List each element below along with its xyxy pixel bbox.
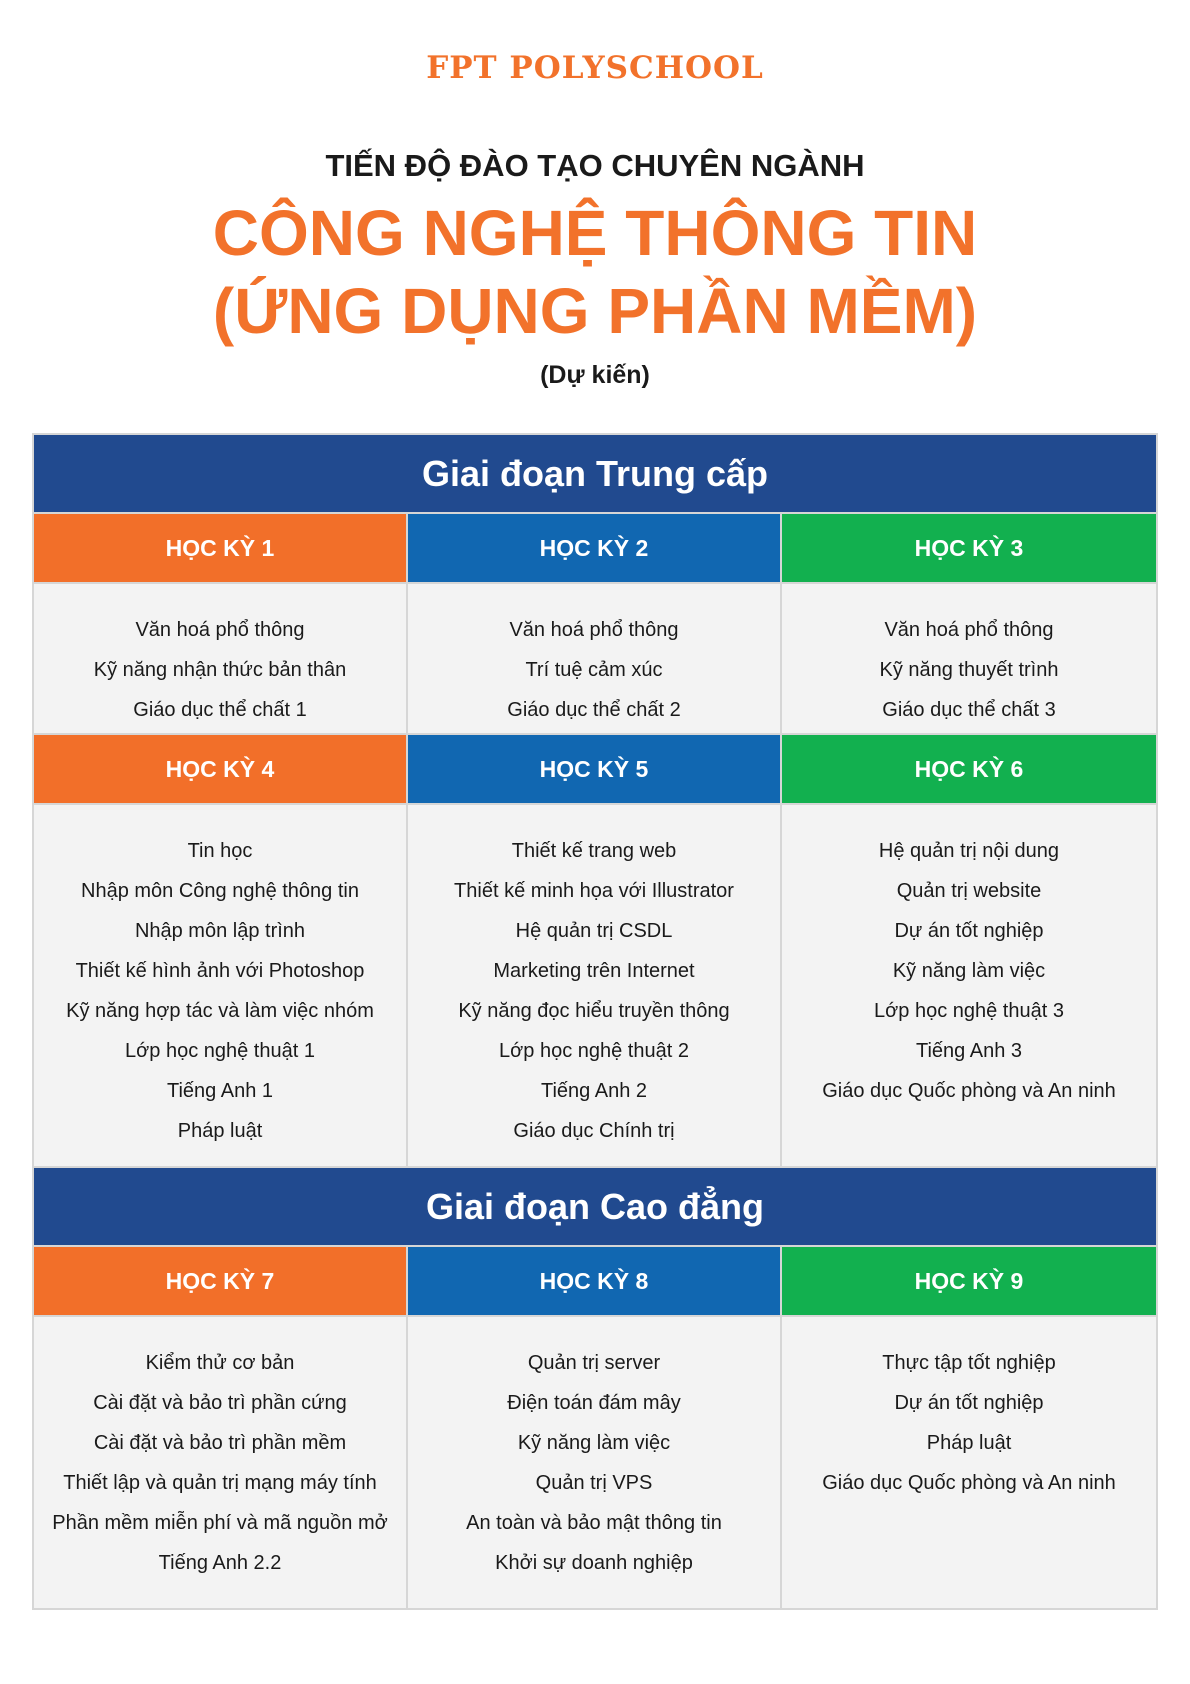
course-item: Quản trị VPS xyxy=(535,1472,653,1494)
course-item: Lớp học nghệ thuật 2 xyxy=(499,1040,689,1062)
course-item: Thực tập tốt nghiệp xyxy=(882,1352,1056,1374)
semester-body-6 xyxy=(782,805,1156,1166)
course-item: Khởi sự doanh nghiệp xyxy=(495,1552,693,1574)
course-item: Tiếng Anh 2 xyxy=(540,1080,647,1102)
course-item: Tiếng Anh 3 xyxy=(915,1040,1022,1062)
course-item: Điện toán đám mây xyxy=(507,1392,681,1414)
course-item: Dự án tốt nghiệp xyxy=(894,1392,1044,1414)
course-item: Marketing trên Internet xyxy=(493,960,695,982)
course-item: Kỹ năng đọc hiểu truyền thông xyxy=(458,1000,730,1022)
course-item: Giáo dục Quốc phòng và An ninh xyxy=(822,1080,1116,1102)
phase-header-cao-dang: Giai đoạn Cao đẳng xyxy=(34,1168,1156,1245)
course-item: Tiếng Anh 2.2 xyxy=(158,1552,282,1574)
course-item: Kiểm thử cơ bản xyxy=(145,1352,295,1374)
semester-header-1: HỌC KỲ 1 xyxy=(34,514,406,582)
course-item: Pháp luật xyxy=(177,1120,263,1142)
course-item: Văn hoá phổ thông xyxy=(509,619,679,641)
semester-body-4 xyxy=(34,805,406,1166)
course-item: Nhập môn lập trình xyxy=(134,920,306,942)
page-subtitle: TIẾN ĐỘ ĐÀO TẠO CHUYÊN NGÀNH xyxy=(325,148,865,183)
course-item: Tin học xyxy=(187,840,253,862)
course-item: Pháp luật xyxy=(926,1432,1012,1454)
course-item: Giáo dục Chính trị xyxy=(513,1120,675,1142)
semester-header-4: HỌC KỲ 4 xyxy=(34,735,406,803)
brand-logo: FPT POLYSCHOOL xyxy=(426,50,764,86)
phase-header-trung-cap: Giai đoạn Trung cấp xyxy=(34,435,1156,512)
semester-header-2: HỌC KỲ 2 xyxy=(408,514,780,582)
curriculum-table xyxy=(32,433,1158,1610)
page-note: (Dự kiến) xyxy=(540,361,650,389)
course-item: Phần mềm miễn phí và mã nguồn mở xyxy=(52,1512,388,1534)
course-item: Văn hoá phổ thông xyxy=(884,619,1054,641)
course-item: Cài đặt và bảo trì phần cứng xyxy=(93,1392,347,1414)
page-title-line1: CÔNG NGHỆ THÔNG TIN xyxy=(212,197,978,269)
course-item: Cài đặt và bảo trì phần mềm xyxy=(93,1432,347,1454)
semester-body-1 xyxy=(34,584,406,733)
semester-header-7: HỌC KỲ 7 xyxy=(34,1247,406,1315)
course-item: Quản trị server xyxy=(527,1352,661,1374)
course-item: Quản trị website xyxy=(896,880,1042,902)
course-item: Giáo dục thể chất 3 xyxy=(882,699,1056,721)
course-item: Kỹ năng làm việc xyxy=(892,960,1046,982)
semester-body-5 xyxy=(408,805,780,1166)
course-item: Kỹ năng nhận thức bản thân xyxy=(93,659,347,681)
course-item: Tiếng Anh 1 xyxy=(166,1080,273,1102)
course-item: An toàn và bảo mật thông tin xyxy=(466,1512,722,1534)
semester-header-3: HỌC KỲ 3 xyxy=(782,514,1156,582)
course-item: Nhập môn Công nghệ thông tin xyxy=(81,880,359,902)
course-item: Dự án tốt nghiệp xyxy=(894,920,1044,942)
semester-body-8 xyxy=(408,1317,780,1608)
semester-header-8: HỌC KỲ 8 xyxy=(408,1247,780,1315)
semester-header-6: HỌC KỲ 6 xyxy=(782,735,1156,803)
semester-header-9: HỌC KỲ 9 xyxy=(782,1247,1156,1315)
course-item: Văn hoá phổ thông xyxy=(135,619,305,641)
course-item: Thiết kế minh họa với Illustrator xyxy=(454,880,734,902)
course-item: Giáo dục thể chất 2 xyxy=(507,699,681,721)
course-item: Kỹ năng hợp tác và làm việc nhóm xyxy=(66,1000,374,1022)
semester-body-2 xyxy=(408,584,780,733)
course-item: Thiết lập và quản trị mạng máy tính xyxy=(63,1472,377,1494)
course-item: Kỹ năng thuyết trình xyxy=(879,659,1059,681)
course-item: Giáo dục Quốc phòng và An ninh xyxy=(822,1472,1116,1494)
course-item: Trí tuệ cảm xúc xyxy=(525,659,663,681)
semester-body-9 xyxy=(782,1317,1156,1608)
page-title-line2: (ỨNG DỤNG PHẦN MỀM) xyxy=(212,275,978,347)
course-item: Hệ quản trị nội dung xyxy=(878,840,1060,862)
course-item: Lớp học nghệ thuật 1 xyxy=(125,1040,315,1062)
semester-header-5: HỌC KỲ 5 xyxy=(408,735,780,803)
course-item: Hệ quản trị CSDL xyxy=(515,920,673,942)
semester-body-7 xyxy=(34,1317,406,1608)
semester-body-3 xyxy=(782,584,1156,733)
course-item: Lớp học nghệ thuật 3 xyxy=(874,1000,1064,1022)
course-item: Thiết kế hình ảnh với Photoshop xyxy=(75,960,365,982)
course-item: Giáo dục thể chất 1 xyxy=(133,699,307,721)
course-item: Thiết kế trang web xyxy=(511,840,677,862)
course-item: Kỹ năng làm việc xyxy=(517,1432,671,1454)
